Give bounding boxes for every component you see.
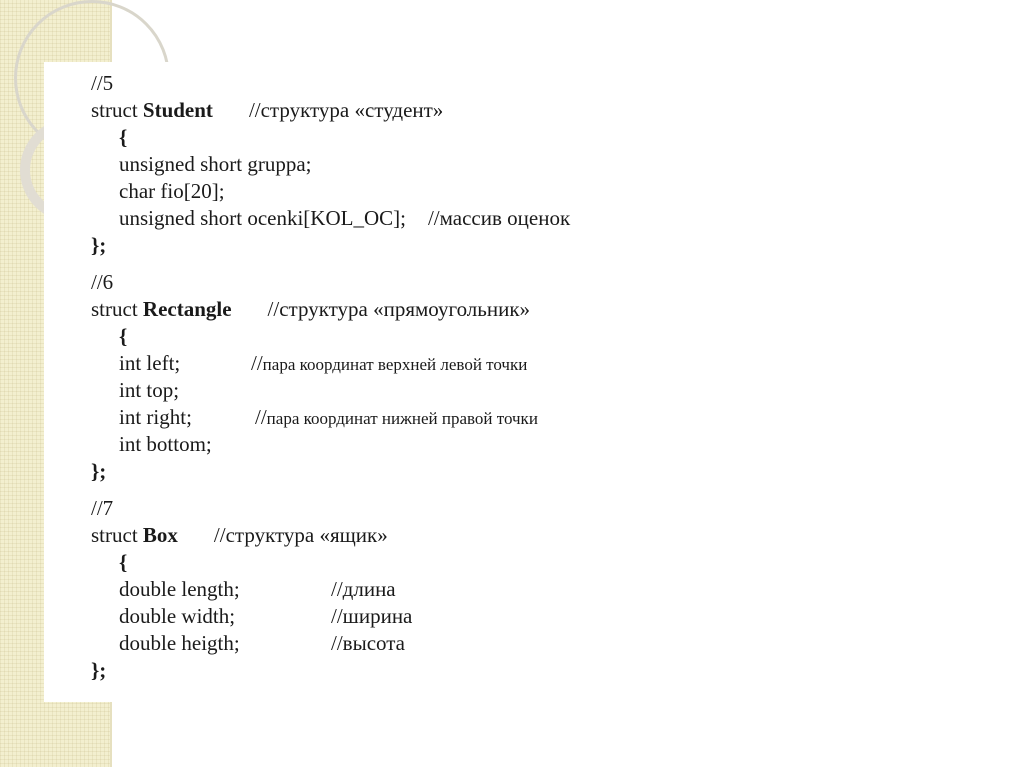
field-line <box>91 350 570 377</box>
field-comment-prefix: // <box>255 405 267 429</box>
field-comment-prefix: // <box>251 351 263 375</box>
open-brace: { <box>119 324 128 348</box>
field-decl: double width; <box>119 604 236 628</box>
struct-header <box>91 97 570 124</box>
field-line <box>91 603 570 630</box>
struct-block-rectangle <box>91 269 570 485</box>
field-comment: //длина <box>331 577 396 601</box>
struct-header <box>91 296 570 323</box>
struct-name: Box <box>142 523 178 547</box>
field-line: char fio[20]; <box>119 179 225 203</box>
struct-keyword: struct <box>91 98 138 122</box>
field-decl: double length; <box>119 577 240 601</box>
open-brace: { <box>119 125 128 149</box>
close-brace: }; <box>91 459 107 483</box>
struct-keyword: struct <box>91 297 138 321</box>
field-line <box>91 404 570 431</box>
struct-name: Student <box>142 98 213 122</box>
field-line: int bottom; <box>119 432 212 456</box>
struct-header <box>91 522 570 549</box>
field-comment: пара координат верхней левой точки <box>262 355 528 374</box>
struct-block-box <box>91 495 570 684</box>
field-line: unsigned short gruppa; <box>119 152 312 176</box>
struct-comment: //структура «студент» <box>248 98 444 122</box>
field-comment: пара координат нижней правой точки <box>266 409 538 428</box>
close-brace: }; <box>91 658 107 682</box>
open-brace: { <box>119 550 128 574</box>
field-decl: unsigned short ocenki[KOL_OC]; <box>119 206 406 230</box>
field-decl: int left; <box>119 351 181 375</box>
struct-comment: //структура «прямоугольник» <box>267 297 531 321</box>
struct-keyword: struct <box>91 523 138 547</box>
struct-comment: //структура «ящик» <box>213 523 388 547</box>
field-line: int top; <box>119 378 180 402</box>
struct-block-student <box>91 70 570 259</box>
block-number-comment: //7 <box>91 496 114 520</box>
field-decl: double heigth; <box>119 631 240 655</box>
struct-name: Rectangle <box>142 297 232 321</box>
field-line <box>91 576 570 603</box>
field-decl: int right; <box>119 405 192 429</box>
field-comment: //массив оценок <box>427 206 571 230</box>
field-line <box>91 630 570 657</box>
block-number-comment: //5 <box>91 71 114 95</box>
code-listing <box>91 70 570 684</box>
field-comment: //высота <box>331 631 405 655</box>
block-number-comment: //6 <box>91 270 114 294</box>
field-comment: //ширина <box>331 604 413 628</box>
close-brace: }; <box>91 233 107 257</box>
field-line <box>91 205 570 232</box>
